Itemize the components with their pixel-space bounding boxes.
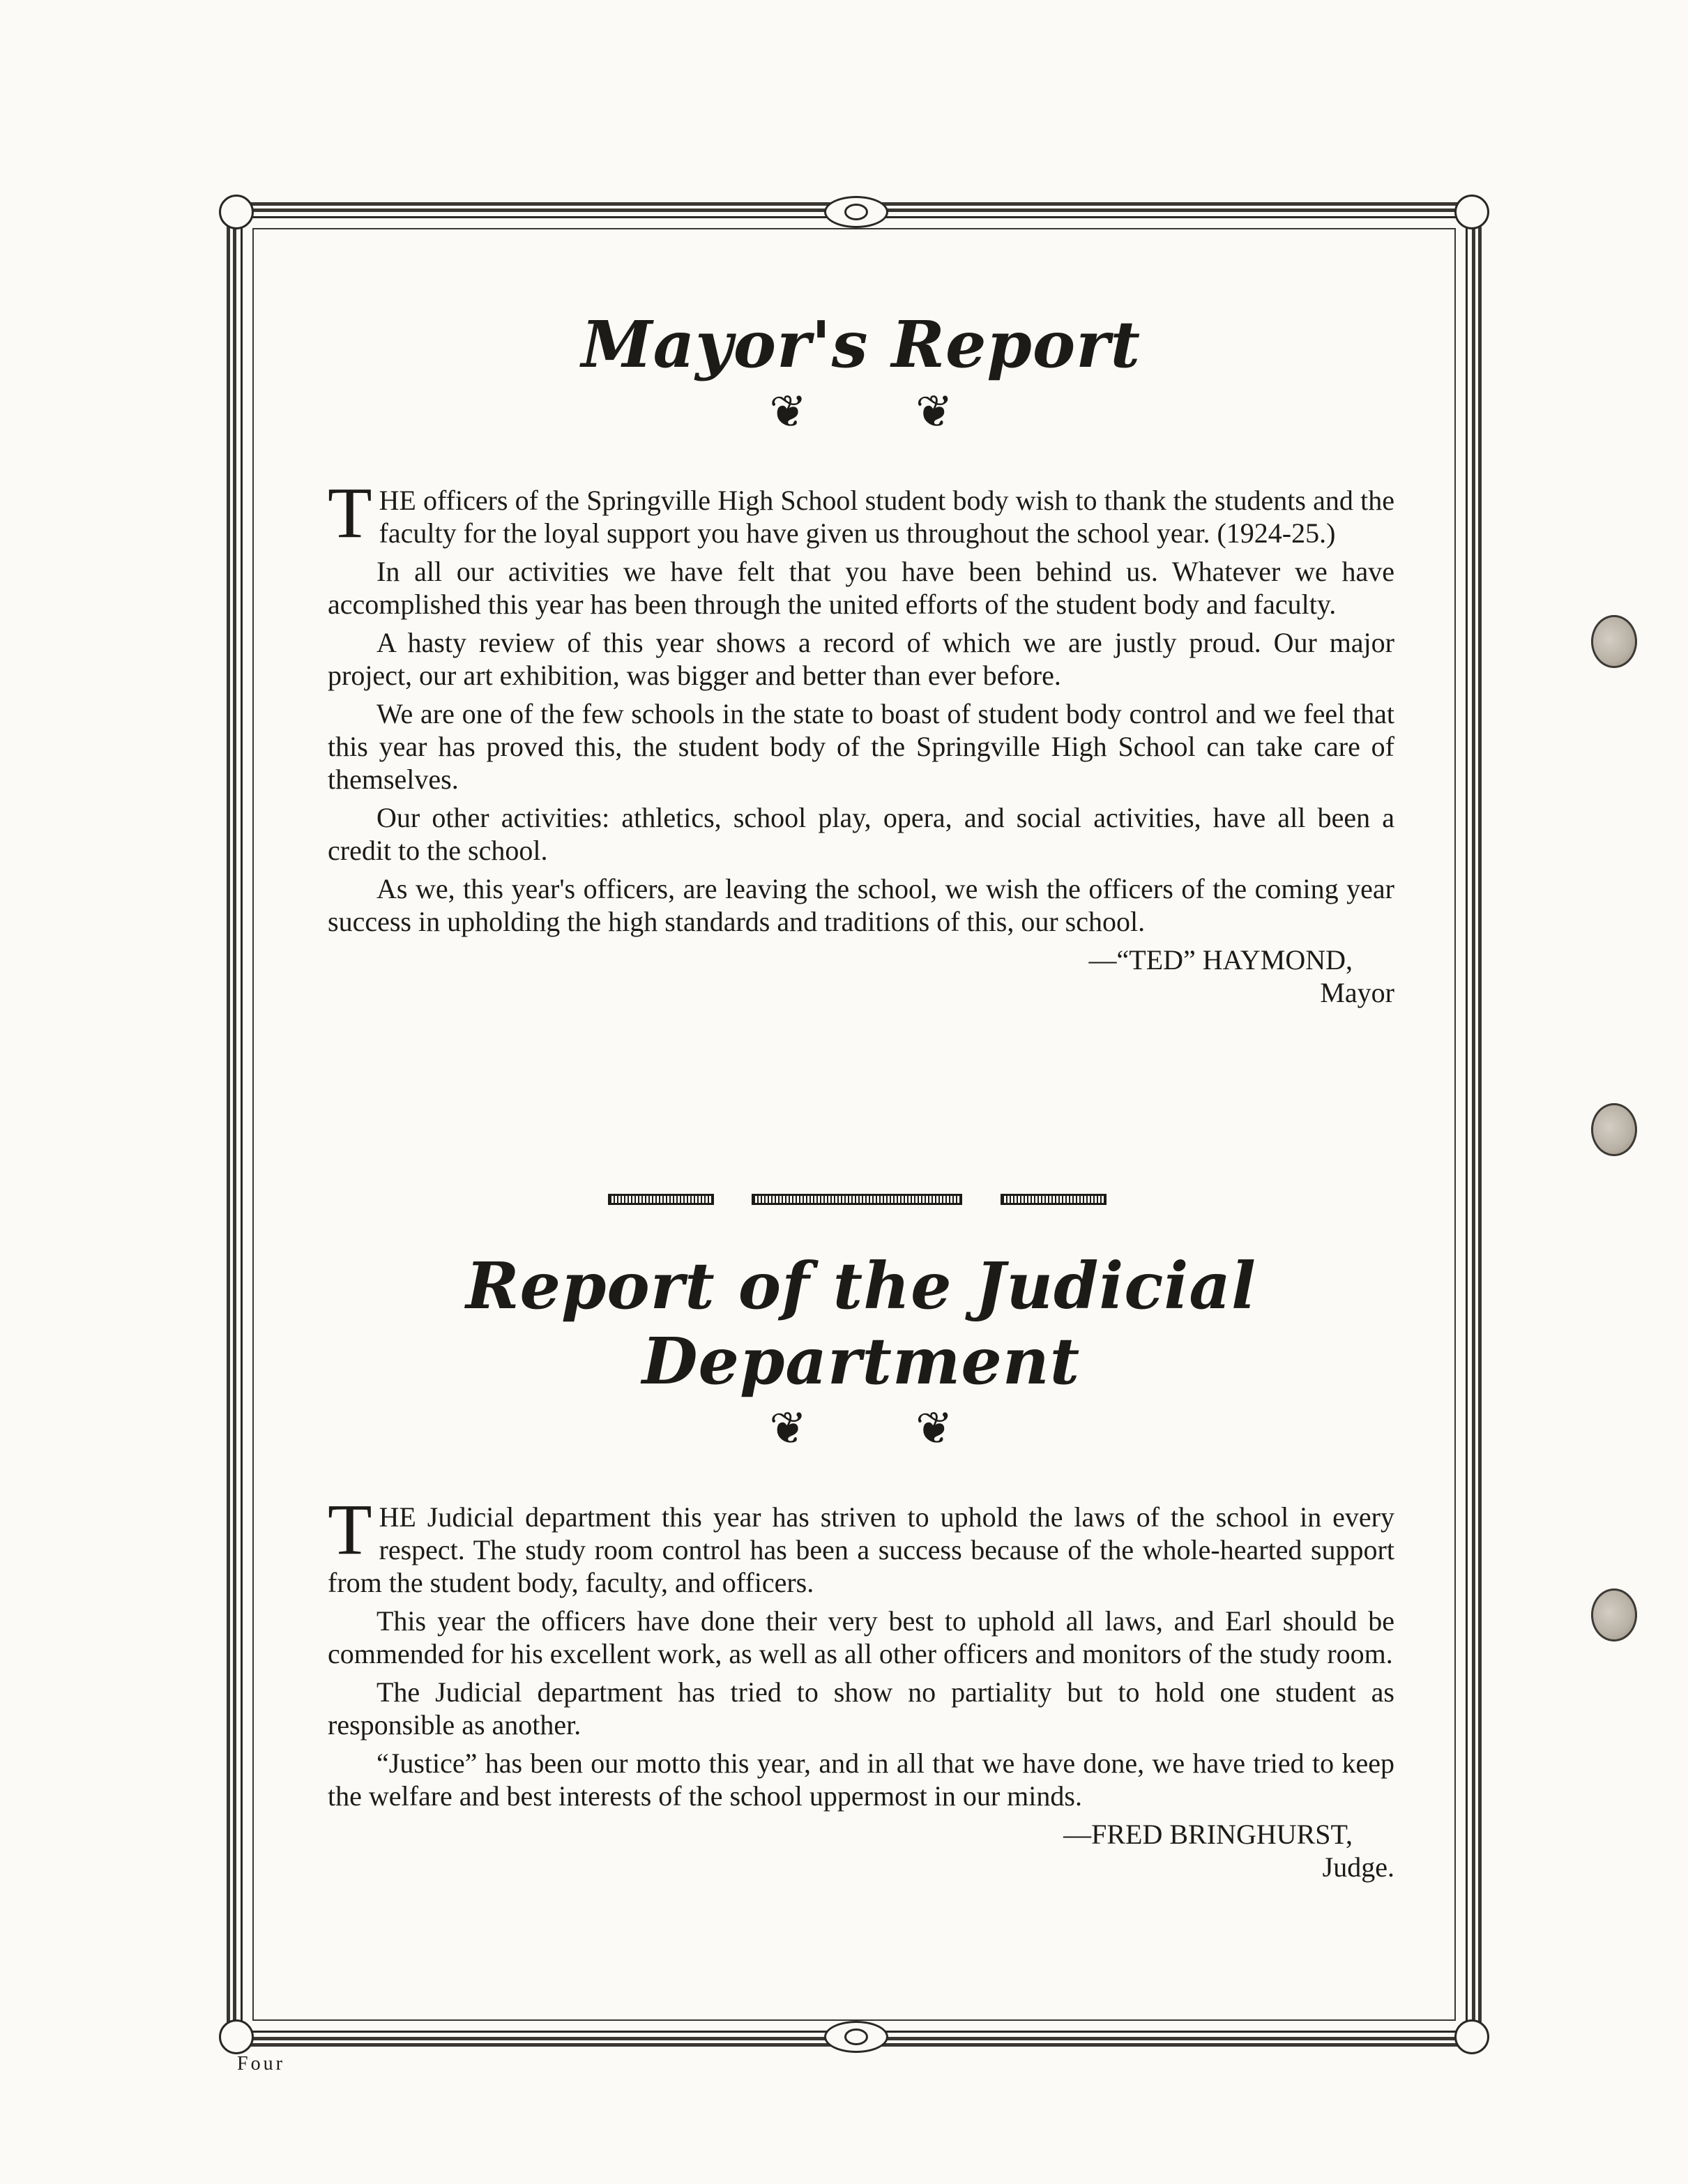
- paragraph: THE Judicial department this year has striven to uphold the laws of the school in every respect. The study room control has been a success because of the whole-hearted support from the student body, faculty, and officers.: [328, 1489, 1394, 1598]
- paragraph: We are one of the few schools in the state to boast of student body control and we feel that this year has proved this, the student body of the Springville High School can take care of themselves.: [328, 698, 1394, 795]
- paragraph: In all our activities we have felt that you have been behind us. Whatever we have accomplished this year has been through the united efforts of the student body and faculty.: [328, 556, 1394, 620]
- binder-hole: [1591, 615, 1637, 668]
- medallion-ornament-icon: [824, 2021, 888, 2053]
- section-divider-bar: [752, 1194, 962, 1205]
- judge-signature: [328, 1818, 1394, 1883]
- paragraph: This year the officers have done their very best to uphold all laws, and Earl should be commended for his excellent work, as well as all other officers and monitors of the study room.: [328, 1605, 1394, 1669]
- signature-title: Judge.: [1322, 1851, 1394, 1883]
- mayors-report-section: [328, 307, 1394, 1009]
- signature-name: —FRED BRINGHURST,: [1063, 1819, 1353, 1850]
- binder-hole: [1591, 1103, 1637, 1156]
- page-content: [328, 307, 1394, 1883]
- mayors-report-body: [328, 473, 1394, 1009]
- paragraph: As we, this year's officers, are leaving the school, we wish the officers of the coming year success in upholding the high standards and traditions of this, our school.: [328, 873, 1394, 937]
- judicial-report-heading: Report of the Judicial Department: [466, 1248, 1256, 1399]
- drop-cap: T: [328, 473, 372, 553]
- judicial-report-body: [328, 1489, 1394, 1883]
- page-number: Four: [237, 2053, 285, 2075]
- signature-title: Mayor: [1320, 977, 1394, 1008]
- paragraph: The Judicial department has tried to show no partiality but to hold one student as responsible as another.: [328, 1676, 1394, 1741]
- paragraph: THE officers of the Springville High School student body wish to thank the students and the faculty for the loyal support you have given us throughout the school year. (1924-25.): [328, 473, 1394, 553]
- fleuron-ornament-icon: ❦ ❦: [769, 1404, 1002, 1453]
- section-divider-bar: [608, 1194, 714, 1205]
- corner-ornament-icon: [1454, 195, 1489, 229]
- judicial-report-section: [328, 1248, 1394, 1883]
- medallion-ornament-icon: [824, 196, 888, 228]
- drop-cap: T: [328, 1489, 372, 1570]
- section-divider-bar: [1001, 1194, 1107, 1205]
- binder-hole: [1591, 1588, 1637, 1641]
- corner-ornament-icon: [219, 2019, 254, 2054]
- paragraph: “Justice” has been our motto this year, and in all that we have done, we have tried to keep the welfare and best interests of the school uppermost in our minds.: [328, 1747, 1394, 1812]
- signature-name: —“TED” HAYMOND,: [1088, 944, 1353, 976]
- corner-ornament-icon: [1454, 2019, 1489, 2054]
- corner-ornament-icon: [219, 195, 254, 229]
- mayor-signature: [328, 943, 1394, 1009]
- paragraph: A hasty review of this year shows a record of which we are justly proud. Our major project, our art exhibition, was bigger and better than ever before.: [328, 627, 1394, 691]
- paragraph: Our other activities: athletics, school play, opera, and social activities, have all been a credit to the school.: [328, 802, 1394, 866]
- fleuron-ornament-icon: ❦ ❦: [769, 387, 1002, 437]
- mayors-report-heading: Mayor's Report: [581, 307, 1141, 382]
